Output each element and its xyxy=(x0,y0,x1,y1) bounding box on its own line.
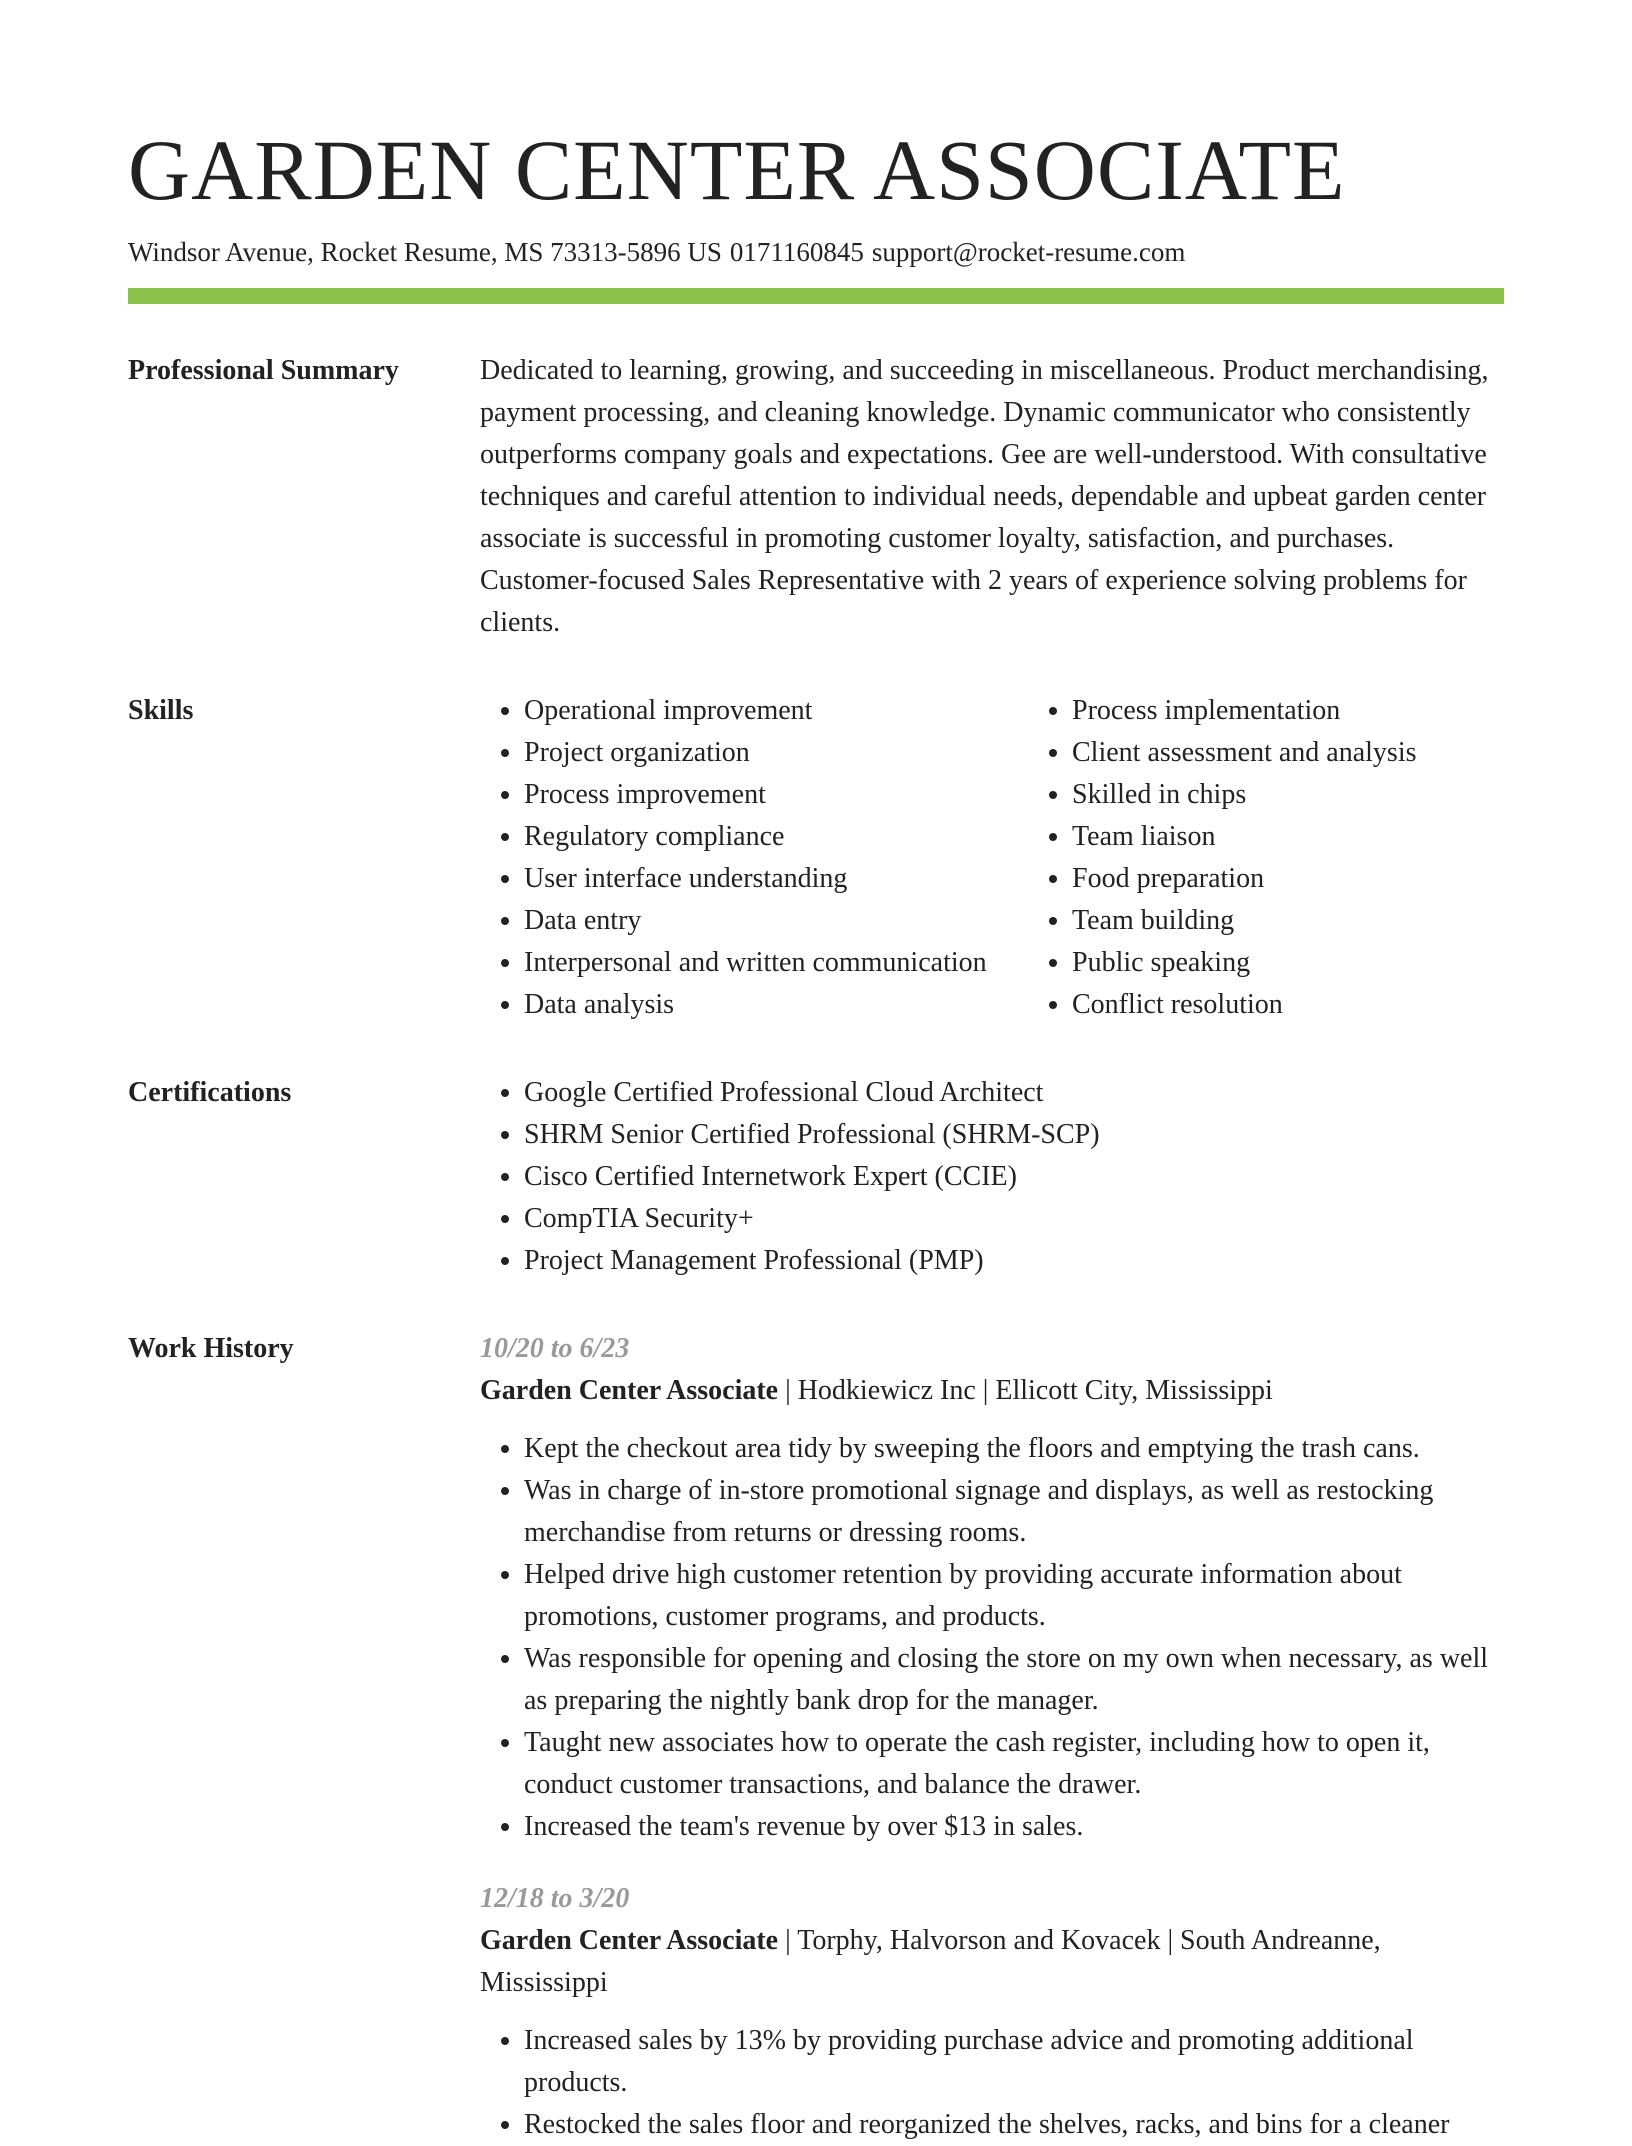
resume-name: GARDEN CENTER ASSOCIATE xyxy=(128,122,1346,218)
skill-item: • Food preparation xyxy=(1072,858,1504,900)
job-details: | Torphy, Halvorson and Kovacek | South Andreanne, Mississippi xyxy=(480,1925,1381,1998)
section-label-work-history: Work History xyxy=(128,1333,294,1364)
job-details: | Hodkiewicz Inc | Ellicott City, Mississippi xyxy=(785,1375,1273,1406)
section-label-certifications: Certifications xyxy=(128,1077,292,1108)
certifications-section xyxy=(128,1072,1504,1282)
job-entry xyxy=(480,1878,1504,2146)
summary-text: Dedicated to learning, growing, and succeeding in miscellaneous. Product merchandising, payment processing, and cleaning knowledge. Dynamic communicator who consistently outperforms company goals and expectations. Gee are well-understood. With consultative techniques and careful attention to individual needs, dependable and upbeat garden center associate is successful in promoting customer loyalty, satisfaction, and purchases. Customer-focused Sales Representative with 2 years of experience solving problems for clients. xyxy=(480,355,1489,638)
contact-email: support@rocket-resume.com xyxy=(871,237,1186,267)
skills-section xyxy=(128,690,1504,1026)
certification-item: • SHRM Senior Certified Professional (SHRM-SCP) xyxy=(524,1114,1504,1156)
job-dates: 12/18 to 3/20 xyxy=(480,1883,630,1914)
certification-item: • CompTIA Security+ xyxy=(524,1198,1504,1240)
section-label-summary: Professional Summary xyxy=(128,355,399,386)
contact-phone: 0171160845 xyxy=(729,237,864,267)
skills-grid xyxy=(480,690,1504,1026)
header-divider xyxy=(128,288,1504,304)
skills-column-1 xyxy=(480,690,1028,1026)
work-history-section xyxy=(128,1328,1504,2146)
section-label-skills: Skills xyxy=(128,695,194,726)
skill-item: • Regulatory compliance xyxy=(524,816,1028,858)
job-bullets xyxy=(480,1428,1504,1848)
job-title: Garden Center Associate xyxy=(480,1925,779,1956)
skill-item: • Process implementation xyxy=(1072,690,1504,732)
summary-section xyxy=(128,350,1504,644)
job-title-line xyxy=(480,1920,1504,2004)
job-bullet: • Was in charge of in-store promotional signage and displays, as well as restocking merchandise from returns or dressing rooms. xyxy=(524,1470,1504,1554)
job-bullet: • Kept the checkout area tidy by sweeping the floors and emptying the trash cans. xyxy=(524,1428,1504,1470)
skill-item: • Conflict resolution xyxy=(1072,984,1504,1026)
skill-item: • Project organization xyxy=(524,732,1028,774)
contact-line xyxy=(128,234,1504,270)
job-entry xyxy=(480,1328,1504,1848)
job-bullet: • Increased sales by 13% by providing purchase advice and promoting additional products. xyxy=(524,2020,1504,2104)
certifications-list xyxy=(480,1072,1504,1282)
skill-item: • Skilled in chips xyxy=(1072,774,1504,816)
skill-item: • Data analysis xyxy=(524,984,1028,1026)
skill-item: • Interpersonal and written communication xyxy=(524,942,1028,984)
skill-item: • Client assessment and analysis xyxy=(1072,732,1504,774)
job-bullet: • Restocked the sales floor and reorganized the shelves, racks, and bins for a cleaner xyxy=(524,2104,1504,2146)
job-title: Garden Center Associate xyxy=(480,1375,779,1406)
skill-item: • Process improvement xyxy=(524,774,1028,816)
skill-item: • Team liaison xyxy=(1072,816,1504,858)
certifications-body xyxy=(480,1072,1504,1282)
job-bullet: • Increased the team's revenue by over $13 in sales. xyxy=(524,1806,1504,1848)
skill-item: • Team building xyxy=(1072,900,1504,942)
job-bullet: • Taught new associates how to operate the cash register, including how to open it, conduct customer transactions, and balance the drawer. xyxy=(524,1722,1504,1806)
skill-item: • User interface understanding xyxy=(524,858,1028,900)
job-bullet: • Was responsible for opening and closing the store on my own when necessary, as well as preparing the nightly bank drop for the manager. xyxy=(524,1638,1504,1722)
job-bullet: • Helped drive high customer retention by providing accurate information about promotions, customer programs, and products. xyxy=(524,1554,1504,1638)
contact-address: Windsor Avenue, Rocket Resume, MS 73313-5896 US xyxy=(128,237,722,267)
job-title-line xyxy=(480,1370,1504,1412)
skill-item: • Data entry xyxy=(524,900,1028,942)
skills-column-2 xyxy=(1028,690,1504,1026)
certification-item: • Project Management Professional (PMP) xyxy=(524,1240,1504,1282)
resume-page xyxy=(128,120,1504,2146)
certification-item: • Cisco Certified Internetwork Expert (CCIE) xyxy=(524,1156,1504,1198)
summary-body xyxy=(480,350,1504,644)
skill-item: • Public speaking xyxy=(1072,942,1504,984)
job-dates: 10/20 to 6/23 xyxy=(480,1333,630,1364)
certification-item: • Google Certified Professional Cloud Architect xyxy=(524,1072,1504,1114)
skill-item: • Operational improvement xyxy=(524,690,1028,732)
job-bullets xyxy=(480,2020,1504,2146)
work-history-body xyxy=(480,1328,1504,2146)
